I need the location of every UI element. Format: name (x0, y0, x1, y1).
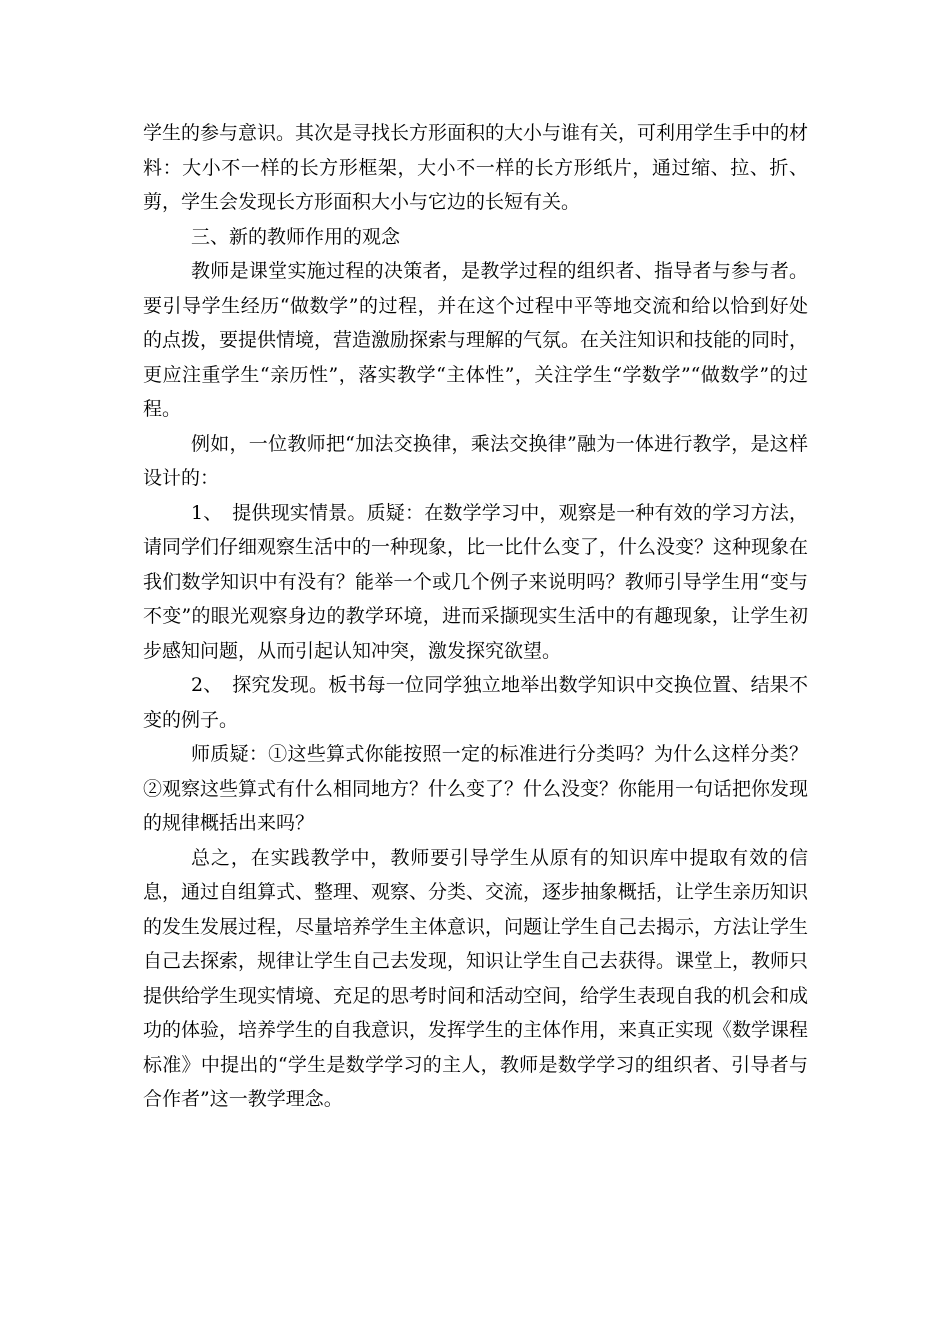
paragraph-example-intro: 例如，一位教师把“加法交换律，乘法交换律”融为一体进行教学，是这样设计的： (143, 432, 808, 489)
list-item-2: 2、 探究发现。板书每一位同学独立地举出数学知识中交换位置、结果不变的例子。 (143, 674, 808, 731)
paragraph-teacher-questions: 师质疑：①这些算式你能按照一定的标准进行分类吗？为什么这样分类？②观察这些算式有什么相同地方？什么变了？什么没变？你能用一句话把你发现的规律概括出来吗？ (143, 743, 809, 834)
paragraph-teacher-role: 教师是课堂实施过程的决策者，是教学过程的组织者、指导者与参与者。要引导学生经历“做数学”的过程，并在这个过程中平等地交流和给以恰到好处的点拨，要提供情境，营造激励探索与理解的气氛。在关注知识和技能的同时，更应注重学生“亲历性”，落实教学“主体性”，关注学生“学数学”“做数学”的过程。 (143, 260, 809, 420)
list-item-1: 1、 提供现实情景。质疑：在数学学习中，观察是一种有效的学习方法，请同学们仔细观察生活中的一种现象，比一比什么变了，什么没变？这种现象在我们数学知识中有没有？能举一个或几个例子来说明吗？教师引导学生用“变与不变”的眼光观察身边的教学环境，进而采撷现实生活中的有趣现象，让学生初步感知问题，从而引起认知冲突，激发探究欲望。 (143, 501, 809, 662)
paragraph-continuation: 学生的参与意识。其次是寻找长方形面积的大小与谁有关，可利用学生手中的材料：大小不一样的长方形框架，大小不一样的长方形纸片，通过缩、拉、折、剪，学生会发现长方形面积大小与它边的长短有关。 (143, 122, 809, 213)
document-body (143, 116, 808, 1117)
paragraph-conclusion: 总之，在实践教学中，教师要引导学生从原有的知识库中提取有效的信息，通过自组算式、整理、观察、分类、交流，逐步抽象概括，让学生亲历知识的发生发展过程，尽量培养学生主体意识，问题让学生自己去揭示，方法让学生自己去探索，规律让学生自己去发现，知识让学生自己去获得。课堂上，教师只提供给学生现实情境、充足的思考时间和活动空间，给学生表现自我的机会和成功的体验，培养学生的自我意识，发挥学生的主体作用，来真正实现《数学课程标准》中提出的“学生是数学学习的主人，教师是数学学习的组织者、引导者与合作者”这一教学理念。 (143, 846, 809, 1110)
section-heading: 三、新的教师作用的观念 (191, 225, 401, 248)
